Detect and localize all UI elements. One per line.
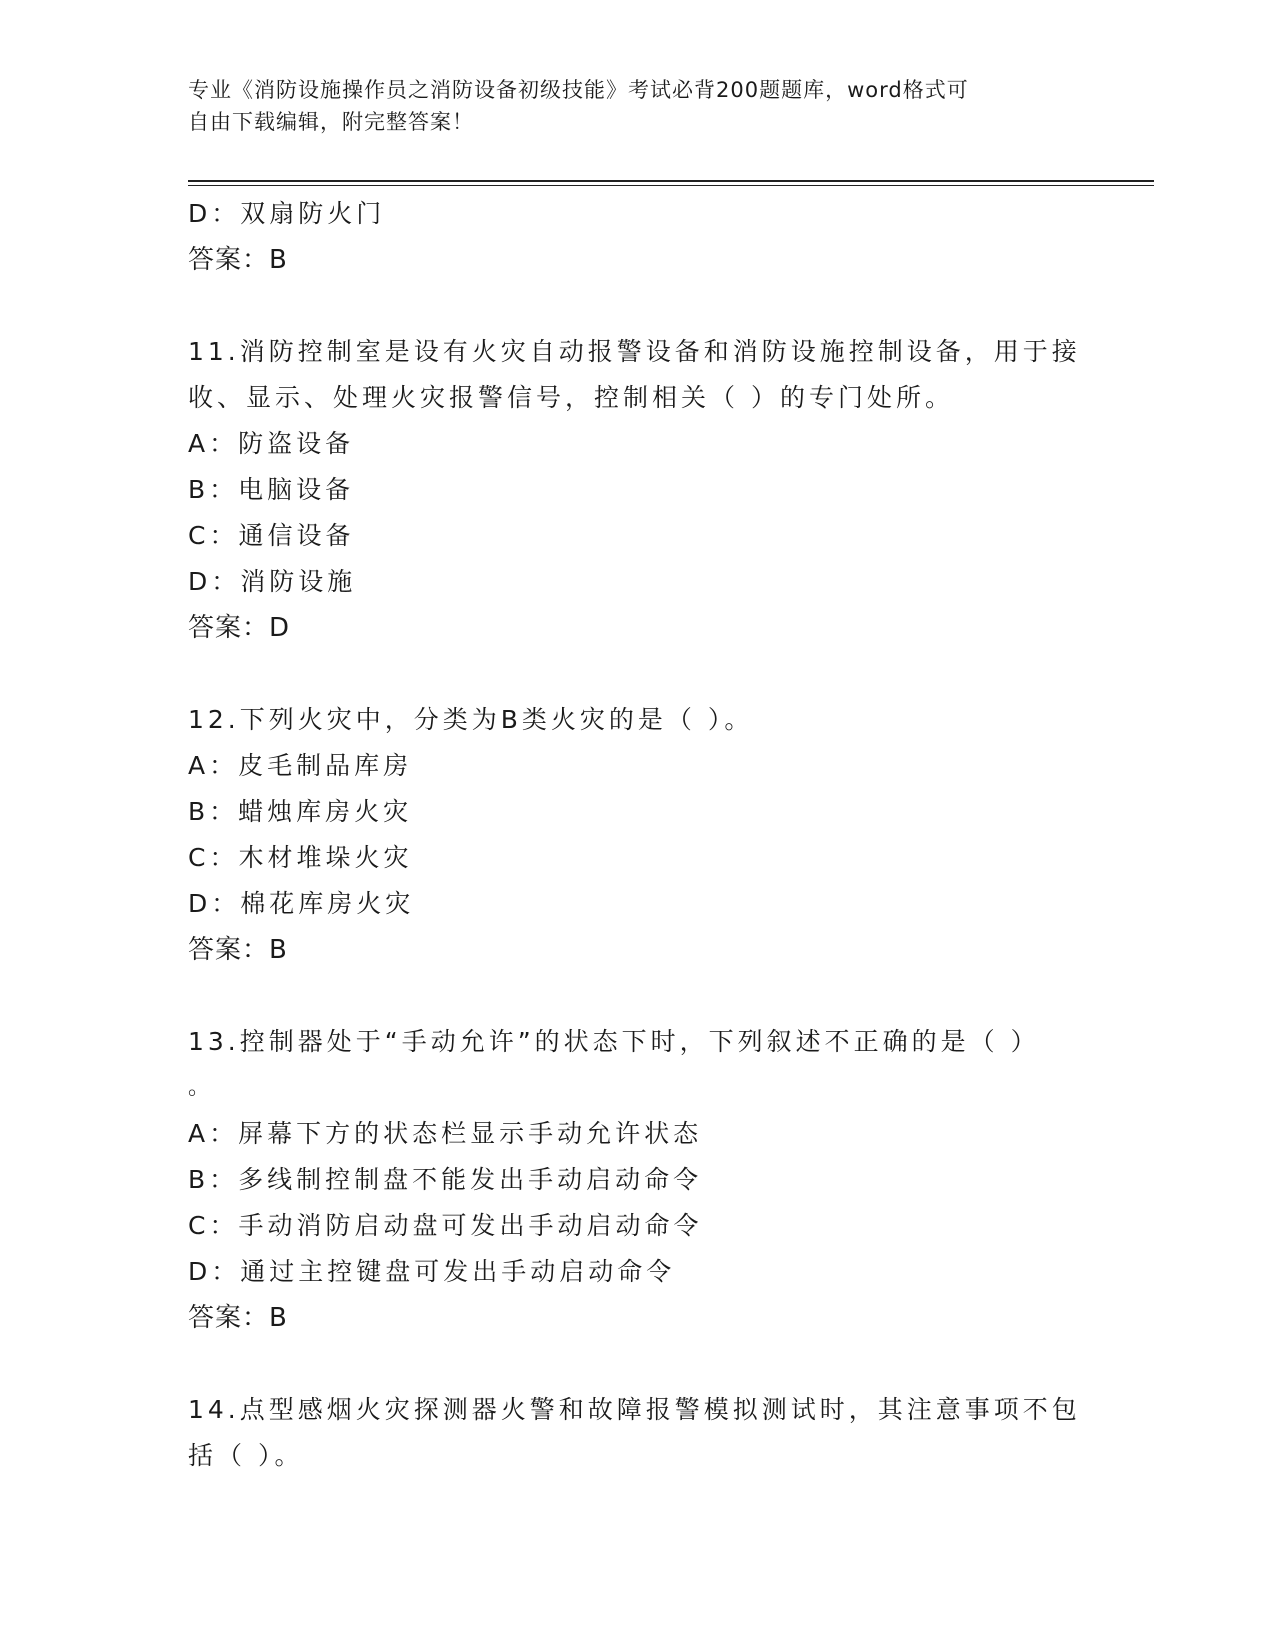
spacer (188, 283, 1088, 329)
question-stem: 14.点型感烟火灾探测器火警和故障报警模拟测试时，其注意事项不包 (188, 1395, 1081, 1424)
answer: 答案：D (188, 613, 291, 643)
question-13 (188, 1019, 1088, 1341)
option-b: B：电脑设备 (188, 475, 355, 504)
document-body (188, 191, 1088, 1479)
option-d: D：通过主控键盘可发出手动启动命令 (188, 1257, 676, 1286)
prev-option-d: D：双扇防火门 (188, 199, 386, 228)
answer: 答案：B (188, 1303, 288, 1333)
question-11 (188, 329, 1088, 651)
option-a: A：皮毛制品库房 (188, 751, 413, 780)
spacer (188, 651, 1088, 697)
header-line-2: 自由下载编辑，附完整答案！ (188, 110, 474, 134)
question-stem: 12.下列火灾中，分类为B类火灾的是（ ）。 (188, 705, 754, 734)
option-d: D：棉花库房火灾 (188, 889, 415, 918)
option-c: C：通信设备 (188, 521, 355, 550)
question-stem: 括（ ）。 (188, 1441, 304, 1470)
answer: 答案：B (188, 935, 288, 965)
option-b: B：蜡烛库房火灾 (188, 797, 413, 826)
option-d: D：消防设施 (188, 567, 357, 596)
option-c: C：木材堆垛火灾 (188, 843, 413, 872)
prev-answer: 答案：B (188, 245, 288, 275)
option-a: A：屏幕下方的状态栏显示手动允许状态 (188, 1119, 703, 1148)
spacer (188, 1341, 1088, 1387)
option-a: A：防盗设备 (188, 429, 355, 458)
question-stem: 11.消防控制室是设有火灾自动报警设备和消防设施控制设备，用于接 (188, 337, 1081, 366)
question-stem: 。 (188, 1075, 215, 1100)
document-header (188, 74, 1068, 138)
header-line-1: 专业《消防设施操作员之消防设备初级技能》考试必背200题题库，word格式可 (188, 78, 969, 102)
question-stem: 13.控制器处于“手动允许”的状态下时，下列叙述不正确的是（ ） (188, 1027, 1040, 1056)
question-12 (188, 697, 1088, 973)
question-stem: 收、显示、处理火灾报警信号，控制相关（ ）的专门处所。 (188, 383, 954, 412)
question-14 (188, 1387, 1088, 1479)
header-divider-thick (188, 180, 1154, 182)
spacer (188, 973, 1088, 1019)
header-divider-thin (188, 185, 1154, 186)
option-c: C：手动消防启动盘可发出手动启动命令 (188, 1211, 703, 1240)
option-b: B：多线制控制盘不能发出手动启动命令 (188, 1165, 703, 1194)
